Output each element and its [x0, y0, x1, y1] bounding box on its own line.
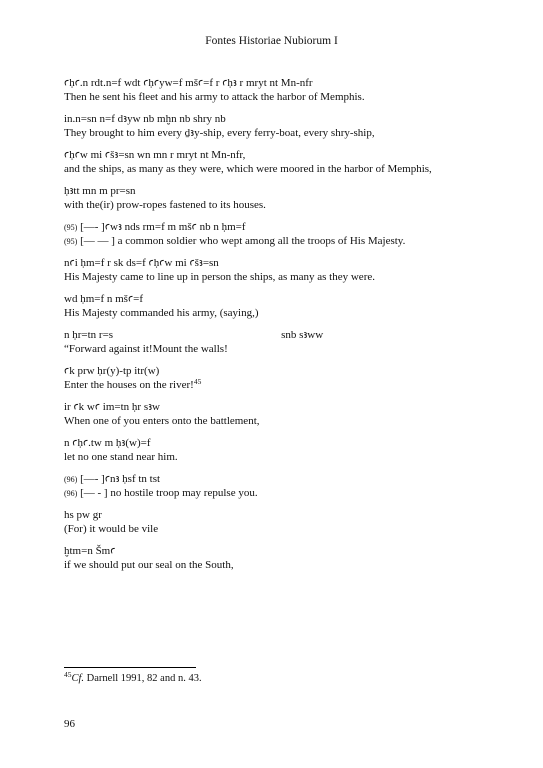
transliteration-line: ꜥḥꜥw mi ꜥšꜣ=sn wn mn r mryt nt Mn-nfr, [64, 149, 246, 161]
verse-block [64, 77, 484, 104]
verse-block [64, 473, 484, 500]
transliteration-line: n ꜥḥꜥ.tw m ḥꜣ(w)=f [64, 437, 151, 449]
translation-line: and the ships, as many as they were, which were moored in the harbor of Memphis, [64, 162, 432, 175]
translation-line: Then he sent his fleet and his army to attack the harbor of Memphis. [64, 90, 365, 103]
footnote-number: 45 [64, 670, 72, 679]
translation-text: -ship, every ferry-boat, every shry-ship, [199, 126, 375, 139]
line-number: (96) [64, 475, 78, 484]
translation-line: (For) it would be vile [64, 522, 159, 535]
translation-line: with the(ir) prow-ropes fastened to its houses. [64, 198, 266, 211]
footnote-divider [64, 667, 196, 668]
verse-block [64, 545, 484, 572]
transliteration-line: ḥꜣtt mn m pr=sn [64, 185, 136, 197]
transliteration-line: in.n=sn n=f dꜣyw nb mḫn nb shry nb [64, 113, 226, 125]
verse-block [64, 365, 484, 392]
verse-block [64, 329, 484, 356]
translation-line [64, 127, 484, 141]
verse-block [64, 113, 484, 140]
footnote-ref[interactable]: 45 [193, 376, 202, 386]
transliteration-text: [—- ]ꜥnꜣ ḥsf tn tst [80, 473, 161, 485]
transliteration-line: ḫtm=n Šmꜥ [64, 545, 116, 557]
line-number: (96) [64, 488, 78, 498]
transliteration-line: hs pw gr [64, 509, 102, 521]
transliteration-line: nꜥi ḥm=f r sk ds=f ꜥḥꜥw mi ꜥšꜣ=sn [64, 257, 219, 269]
translation-line [64, 376, 484, 393]
transliteration-text: [—- ]ꜥwꜣ nds rm=f m mšꜥ nb n ḥm=f [80, 221, 246, 233]
transliteration-text: snb sꜣww [281, 329, 324, 341]
translation-text: [— — ] a common soldier who wept among all the troops of His Majesty. [80, 234, 406, 247]
translation-line: let no one stand near him. [64, 450, 178, 463]
text-body [64, 77, 484, 581]
transliteration-line [64, 329, 484, 343]
verse-block [64, 509, 484, 536]
verse-block [64, 437, 484, 464]
translation-line: When one of you enters onto the battlement, [64, 414, 260, 427]
verse-block [64, 221, 484, 248]
transliteration-text: n ḥr=tn r=s [64, 329, 114, 341]
footnote-text: Darnell 1991, 82 and n. 43. [84, 673, 202, 684]
footnote [64, 670, 202, 684]
verse-block [64, 293, 484, 320]
footnote-cf: Cf. [71, 673, 85, 684]
verse-block [64, 149, 484, 176]
verse-block [64, 257, 484, 284]
translation-line: His Majesty came to line up in person the ships, as many as they were. [64, 270, 375, 283]
transliteration-line [64, 221, 484, 235]
translation-line [64, 235, 484, 249]
translation-line: if we should put our seal on the South, [64, 558, 234, 571]
translation-line [64, 487, 484, 501]
transliteration-line [64, 473, 484, 487]
transliteration-line: ir ꜥk wꜥ im=tn ḥr sꜣw [64, 401, 160, 413]
translation-text: Enter the houses on the river! [64, 378, 194, 391]
translation-line: “Forward against it!Mount the walls! [64, 342, 228, 355]
translation-text: [— - ] no hostile troop may repulse you. [80, 486, 258, 499]
translation-line: His Majesty commanded his army, (saying,) [64, 306, 259, 319]
line-number: (95) [64, 236, 78, 246]
page-number: 96 [64, 718, 75, 730]
verse-block [64, 185, 484, 212]
transliteration-line: wd ḥm=f n mšꜥ=f [64, 293, 144, 305]
translation-text: They brought to him every [64, 126, 185, 139]
running-header: Fontes Historiae Nubiorum I [205, 35, 338, 47]
line-number: (95) [64, 223, 78, 232]
transliteration-line: ꜥḥꜥ.n rdt.n=f wdt ꜥḥꜥyw=f mšꜥ=f r ꜥḥꜣ r mryt nt Mn-nfr [64, 77, 313, 89]
verse-block [64, 401, 484, 428]
translation-term: ḏꜣy [184, 126, 200, 139]
transliteration-line: ꜥk prw ḥr(y)-tp itr(w) [64, 365, 160, 377]
